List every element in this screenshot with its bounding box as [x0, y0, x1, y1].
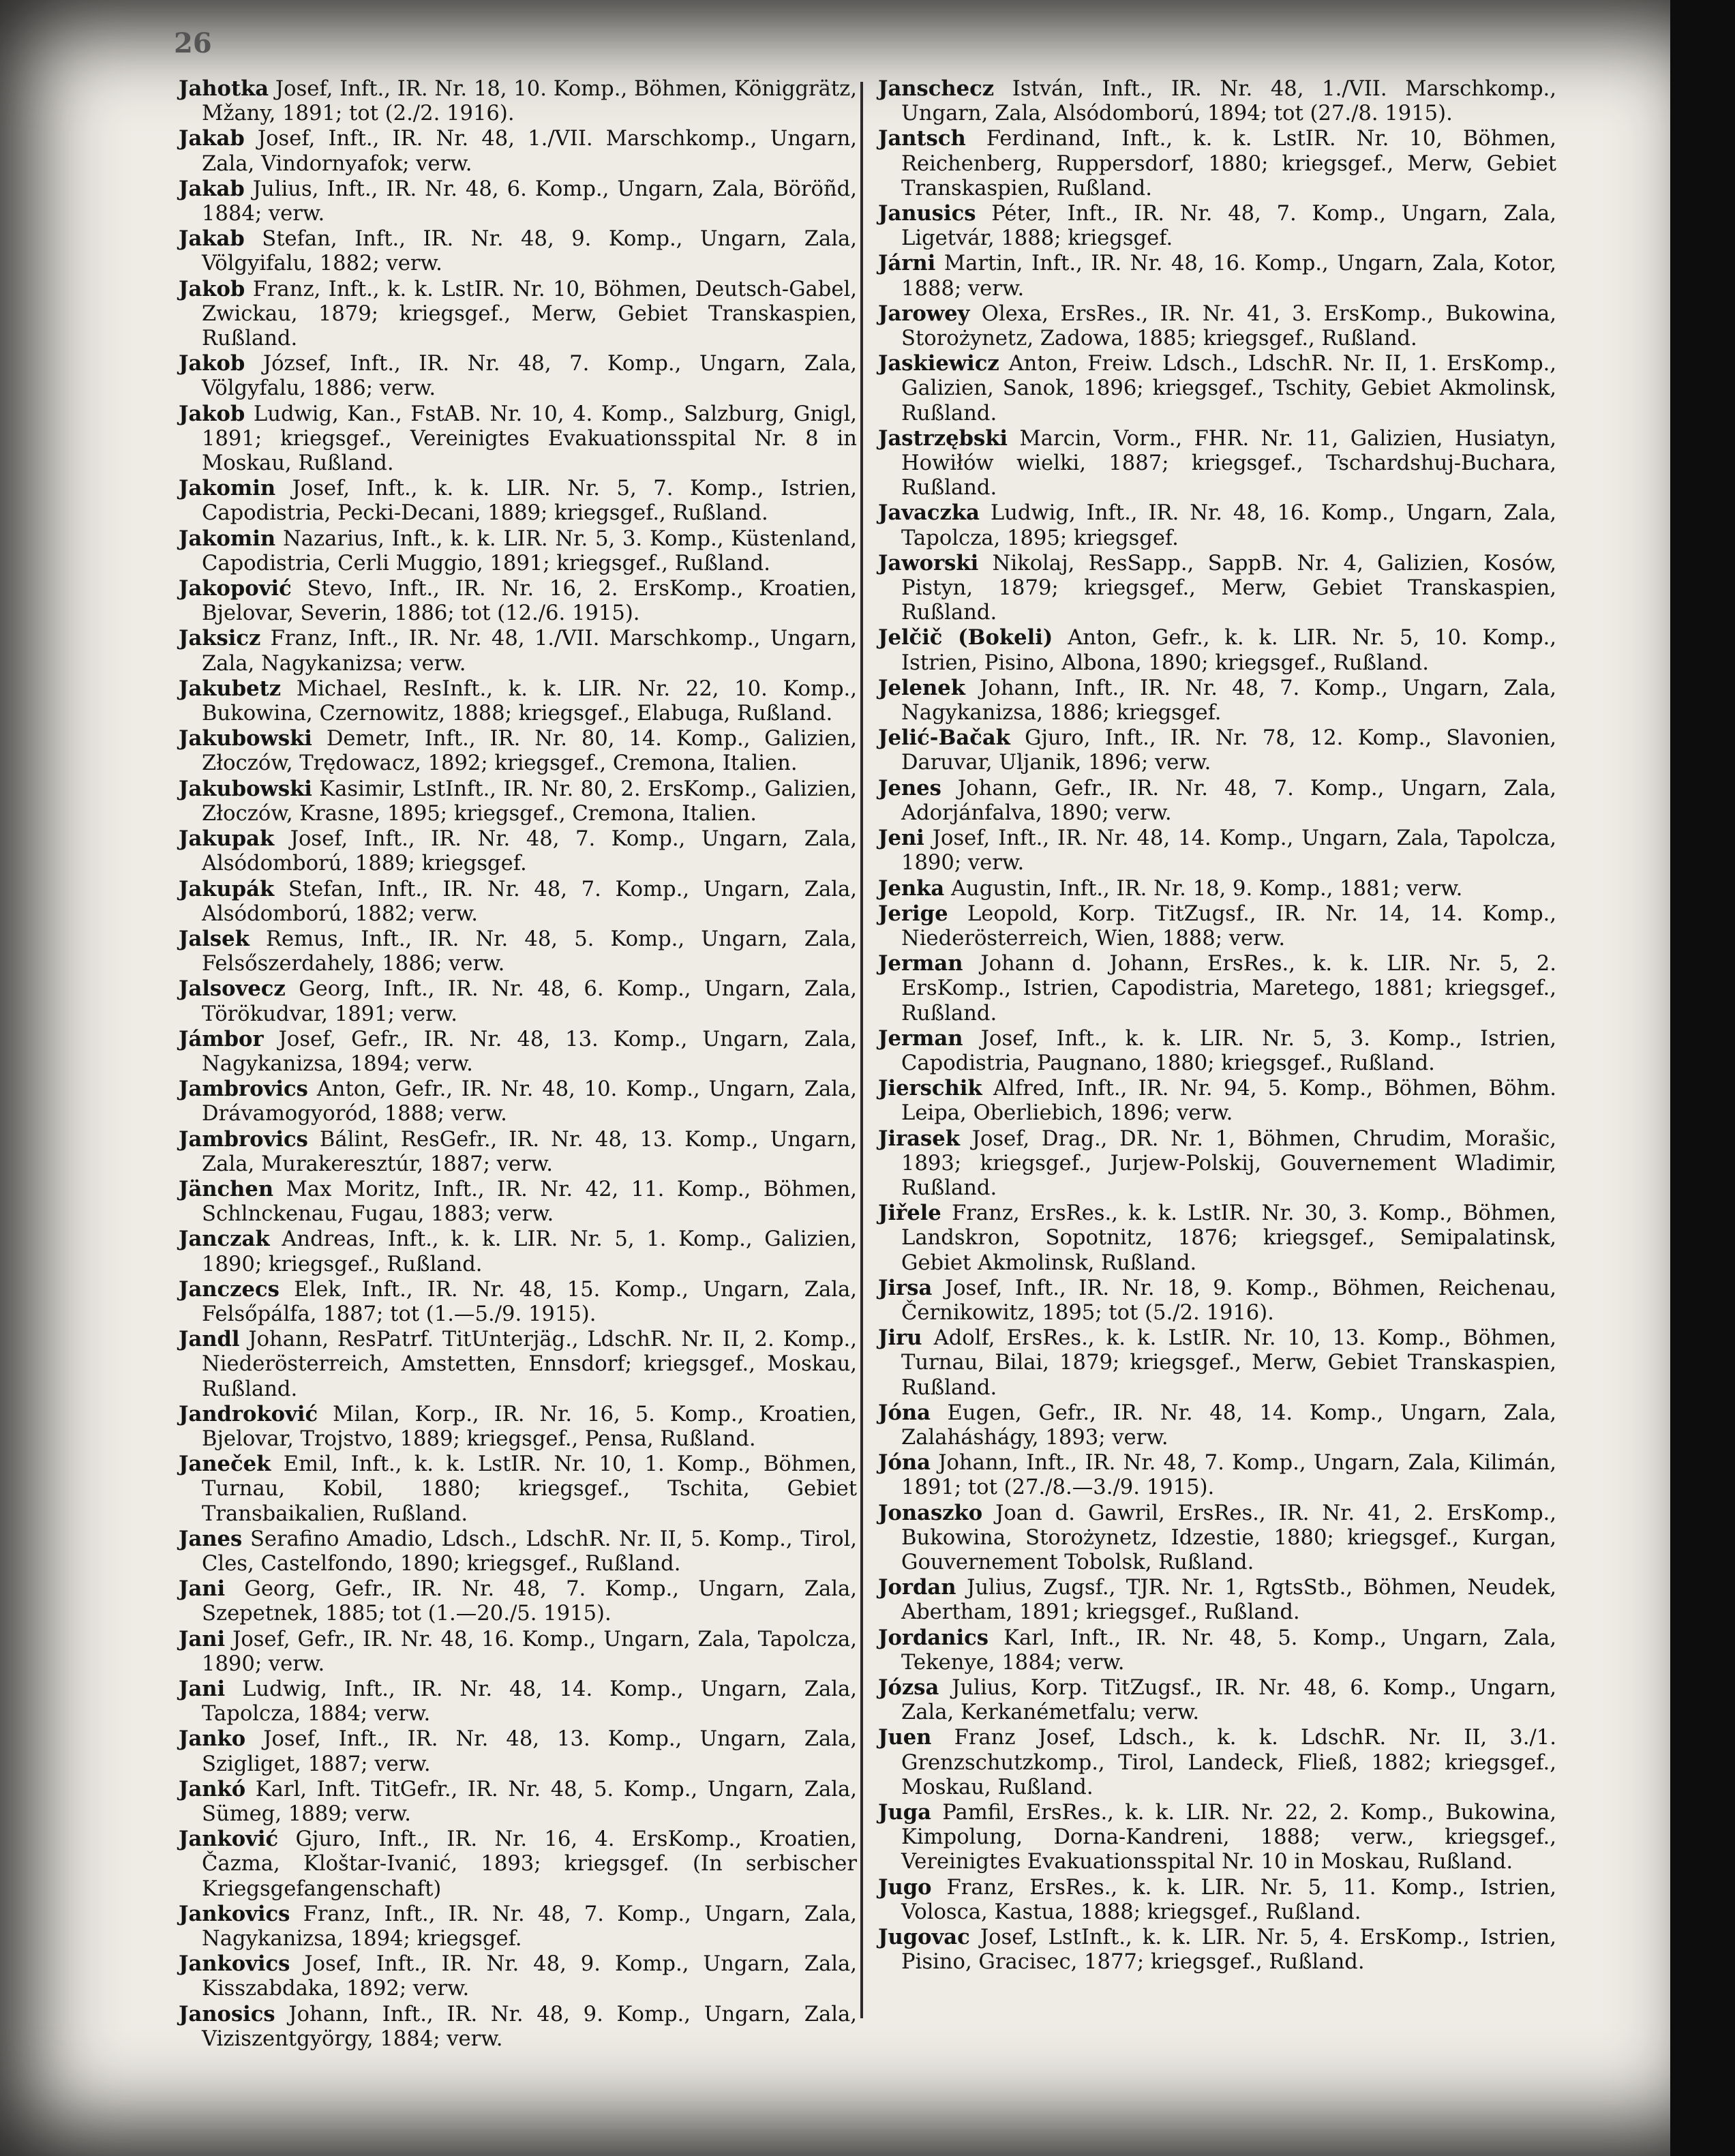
entry-details: Josef, Inft., IR. Nr. 48, 1./VII. Marschkomp., Ungarn, Zala, Vindornyafok; verw.	[202, 127, 858, 176]
entry-surname: Janczak	[179, 1227, 270, 1252]
entry-details: Johann, Inft., IR. Nr. 48, 7. Komp., Ungarn, Zala, Nagykanizsa, 1886; kriegsgef.	[901, 676, 1556, 725]
entry-surname: Juen	[878, 1725, 932, 1750]
entry-surname: Jugovac	[878, 1925, 970, 1950]
entry-details: Pamfil, ErsRes., k. k. LIR. Nr. 22, 2. Komp., Bukowina, Kimpolung, Dorna-Kandreni, 1888; verw., kriegsgef., Vereinigtes Evakuationsspital Nr. 10 in Moskau, Rußland.	[901, 1801, 1556, 1874]
list-item	[179, 927, 857, 976]
entry-details: Julius, Inft., IR. Nr. 48, 6. Komp., Ungarn, Zala, Böröñd, 1884; verw.	[202, 177, 857, 226]
entry-surname: Janschecz	[878, 76, 995, 101]
entry-details: Josef, Inft., k. k. LIR. Nr. 5, 3. Komp., Istrien, Capodistria, Paugnano, 1880; kriegsgef., Rußland.	[901, 1026, 1557, 1075]
entry-details: Olexa, ErsRes., IR. Nr. 41, 3. ErsKomp., Bukowina, Storożynetz, Zadowa, 1885; kriegsgef., Rußland.	[901, 301, 1556, 351]
entry-details: Alfred, Inft., IR. Nr. 94, 5. Komp., Böhmen, Böhm. Leipa, Oberliebich, 1896; verw.	[901, 1077, 1557, 1126]
entry-surname: Jakob	[179, 351, 245, 376]
entry-details: Joan d. Gawril, ErsRes., IR. Nr. 41, 2. ErsKomp., Bukowina, Storożynetz, Idzestie, 1880; kriegsgef., Kurgan, Gouvernement Tobolsk, Rußland.	[901, 1501, 1556, 1574]
entry-surname: Jakomin	[179, 526, 276, 551]
list-item	[179, 1452, 857, 1527]
list-item	[878, 1575, 1556, 1625]
entry-details: Josef, Inft., k. k. LIR. Nr. 5, 7. Komp., Istrien, Capodistria, Pecki-Decani, 1889; kriegsgef., Rußland.	[202, 477, 857, 526]
entry-details: Anton, Gefr., k. k. LIR. Nr. 5, 10. Komp., Istrien, Pisino, Albona, 1890; kriegsgef., Rußland.	[901, 626, 1556, 675]
entry-details: Josef, Inft., IR. Nr. 18, 9. Komp., Böhmen, Reichenau, Černikowitz, 1895; tot (5./2. 1916).	[901, 1276, 1556, 1325]
list-item	[878, 876, 1556, 901]
list-item	[179, 76, 857, 126]
entry-surname: Jordan	[878, 1575, 956, 1600]
entry-details: Ferdinand, Inft., k. k. LstIR. Nr. 10, Böhmen, Reichenberg, Ruppersdorf, 1880; kriegsgef., Merw, Gebiet Transkaspien, Rußland.	[901, 127, 1556, 200]
entry-surname: Jantsch	[878, 126, 966, 151]
entry-details: Josef, Inft., IR. Nr. 48, 9. Komp., Ungarn, Zala, Kisszabdaka, 1892; verw.	[202, 1952, 858, 2001]
entry-surname: Jerman	[878, 1025, 963, 1051]
entry-surname: Jarowey	[878, 301, 970, 326]
entry-surname: Jankó	[179, 1776, 246, 1801]
list-item	[179, 777, 857, 826]
entry-surname: Jakupák	[179, 876, 275, 901]
entry-details: Augustin, Inft., IR. Nr. 18, 9. Komp., 1881; verw.	[950, 876, 1463, 901]
entry-surname: Jelenek	[878, 675, 965, 700]
list-item	[878, 1201, 1556, 1276]
entry-details: Adolf, ErsRes., k. k. LstIR. Nr. 10, 13. Komp., Böhmen, Turnau, Bilai, 1879; kriegsgef., Merw, Gebiet Transkaspien, Rußland.	[901, 1326, 1556, 1400]
entry-details: Georg, Gefr., IR. Nr. 48, 7. Komp., Ungarn, Zala, Szepetnek, 1885; tot (1.—20./5. 1915).	[202, 1577, 857, 1626]
list-item	[878, 76, 1556, 126]
entry-surname: Janosics	[179, 2001, 275, 2026]
entry-details: Josef, Inft., IR. Nr. 48, 7. Komp., Ungarn, Zala, Alsódomború, 1889; kriegsgef.	[202, 827, 857, 876]
entry-details: Julius, Zugsf., TJR. Nr. 1, RgtsStb., Böhmen, Neudek, Abertham, 1891; kriegsgef., Rußland.	[901, 1576, 1556, 1625]
list-item	[878, 201, 1556, 251]
list-item	[878, 351, 1556, 426]
entry-details: Julius, Korp. TitZugsf., IR. Nr. 48, 6. Komp., Ungarn, Zala, Kerkanémetfalu; verw.	[901, 1676, 1556, 1725]
list-item	[878, 500, 1556, 550]
entry-details: Demetr, Inft., IR. Nr. 80, 14. Komp., Galizien, Złoczów, Trędowacz, 1892; kriegsgef., Cremona, Italien.	[202, 727, 857, 776]
entry-details: Bálint, ResGefr., IR. Nr. 48, 13. Komp., Ungarn, Zala, Murakeresztúr, 1887; verw.	[202, 1127, 857, 1176]
list-item	[179, 126, 857, 176]
right-column	[878, 76, 1556, 1975]
entry-surname: Janković	[179, 1827, 279, 1852]
entry-surname: Jordanics	[878, 1625, 989, 1650]
list-item	[179, 1177, 857, 1227]
entry-surname: Jakab	[179, 226, 245, 252]
entry-surname: Jakab	[179, 126, 245, 151]
list-item	[878, 1675, 1556, 1725]
entry-details: Anton, Gefr., IR. Nr. 48, 10. Komp., Ungarn, Zala, Drávamogyoród, 1888; verw.	[202, 1077, 857, 1126]
entry-surname: Jani	[179, 1677, 226, 1701]
list-item	[179, 1677, 857, 1726]
list-item	[179, 1227, 857, 1276]
entry-surname: Jandl	[179, 1327, 240, 1352]
entry-details: Josef, Inft., IR. Nr. 48, 14. Komp., Ungarn, Zala, Tapolcza, 1890; verw.	[901, 826, 1556, 875]
entry-details: Ludwig, Inft., IR. Nr. 48, 16. Komp., Ungarn, Zala, Tapolcza, 1895; kriegsgef.	[901, 501, 1557, 550]
entry-surname: Jámbor	[179, 1026, 264, 1051]
entry-surname: Jakubowski	[179, 726, 312, 751]
entry-surname: Jakob	[179, 276, 245, 301]
entry-surname: Jiru	[878, 1326, 922, 1351]
list-item	[179, 676, 857, 726]
entry-surname: Jakopović	[179, 576, 292, 601]
entry-surname: Jahotka	[179, 76, 269, 101]
entry-surname: Janko	[179, 1726, 246, 1752]
column-divider	[860, 82, 863, 2018]
entry-surname: Jaksicz	[179, 626, 261, 651]
list-item	[179, 226, 857, 276]
entry-details: Josef, Inft., IR. Nr. 18, 10. Komp., Böhmen, Königgrätz, Mžany, 1891; tot (2./2. 1916).	[202, 77, 857, 126]
entry-details: József, Inft., IR. Nr. 48, 7. Komp., Ungarn, Zala, Völgyfalu, 1886; verw.	[202, 352, 857, 401]
entry-surname: Jakob	[179, 401, 245, 426]
list-item	[878, 826, 1556, 875]
entry-surname: Jambrovics	[179, 1077, 308, 1102]
entry-surname: Jerman	[878, 951, 963, 976]
entry-details: Josef, Drag., DR. Nr. 1, Böhmen, Chrudim, Morašic, 1893; kriegsgef., Jurjew-Polskij, Gouvernement Wladimir, Rußland.	[901, 1126, 1556, 1200]
entry-surname: Jirasek	[878, 1126, 960, 1151]
entry-details: Gjuro, Inft., IR. Nr. 16, 4. ErsKomp., Kroatien, Čazma, Kloštar-Ivanić, 1893; kriegsgef. (In serbischer Kriegsgefangenschaft)	[202, 1827, 857, 1901]
entry-surname: Jalsovecz	[179, 976, 286, 1002]
list-item	[179, 402, 857, 477]
entry-surname: Jalsek	[179, 926, 250, 951]
entry-details: Johann, Gefr., IR. Nr. 48, 7. Komp., Ungarn, Zala, Adorjánfalva, 1890; verw.	[901, 776, 1556, 825]
list-item	[179, 2002, 857, 2052]
entry-surname: Jenes	[878, 775, 941, 800]
list-item	[179, 877, 857, 927]
entry-surname: Jakupak	[179, 826, 275, 852]
list-item	[179, 576, 857, 626]
entry-details: Andreas, Inft., k. k. LIR. Nr. 5, 1. Komp., Galizien, 1890; kriegsgef., Rußland.	[202, 1227, 857, 1276]
entry-surname: Jankovics	[179, 1901, 290, 1926]
list-item	[878, 1076, 1556, 1126]
entry-details: Martin, Inft., IR. Nr. 48, 16. Komp., Ungarn, Zala, Kotor, 1888; verw.	[901, 252, 1556, 301]
entry-details: Josef, Inft., IR. Nr. 48, 13. Komp., Ungarn, Zala, Szigliget, 1887; verw.	[202, 1727, 857, 1776]
entry-details: Franz, Inft., k. k. LstIR. Nr. 10, Böhmen, Deutsch-Gabel, Zwickau, 1879; kriegsgef., Merw, Gebiet Transkaspien, Rußland.	[202, 277, 857, 351]
entry-details: Franz, Inft., IR. Nr. 48, 7. Komp., Ungarn, Zala, Nagykanizsa, 1894; kriegsgef.	[202, 1902, 857, 1951]
list-item	[179, 351, 857, 401]
entry-details: Stefan, Inft., IR. Nr. 48, 9. Komp., Ungarn, Zala, Völgyifalu, 1882; verw.	[202, 227, 858, 276]
entry-surname: Juga	[878, 1800, 931, 1825]
entry-details: Franz Josef, Ldsch., k. k. LdschR. Nr. II, 3./1. Grenzschutzkomp., Tirol, Landeck, Fließ, 1882; kriegsgef., Moskau, Rußland.	[901, 1726, 1556, 1799]
list-item	[179, 1902, 857, 1951]
entry-surname: Jenka	[878, 875, 945, 901]
list-item	[878, 1925, 1556, 1975]
list-item	[878, 676, 1556, 725]
entry-details: Stefan, Inft., IR. Nr. 48, 7. Komp., Ungarn, Zala, Alsódomború, 1882; verw.	[202, 877, 857, 926]
entry-surname: Jakomin	[179, 476, 276, 501]
entry-details: Johann d. Johann, ErsRes., k. k. LIR. Nr. 5, 2. ErsKomp., Istrien, Capodistria, Maretego, 1881; kriegsgef., Rußland.	[901, 952, 1556, 1025]
entry-details: Anton, Freiw. Ldsch., LdschR. Nr. II, 1. ErsKomp., Galizien, Sanok, 1896; kriegsgef., Tschity, Gebiet Akmolinsk, Rußland.	[901, 352, 1556, 425]
entry-surname: Jóna	[878, 1400, 931, 1425]
entry-details: Remus, Inft., IR. Nr. 48, 5. Komp., Ungarn, Zala, Felsőszerdahely, 1886; verw.	[202, 927, 857, 976]
list-item	[878, 1626, 1556, 1675]
entry-details: Josef, Gefr., IR. Nr. 48, 16. Komp., Ungarn, Zala, Tapolcza, 1890; verw.	[202, 1627, 857, 1676]
entry-surname: Jirsa	[878, 1275, 933, 1300]
entry-surname: Jelčič (Bokeli)	[878, 625, 1053, 650]
list-item	[878, 426, 1556, 501]
list-item	[179, 476, 857, 526]
entry-surname: Javaczka	[878, 500, 980, 526]
list-item	[179, 1827, 857, 1902]
entry-details: Josef, Gefr., IR. Nr. 48, 13. Komp., Ungarn, Zala, Nagykanizsa, 1894; verw.	[202, 1027, 857, 1076]
entry-details: Nikolaj, ResSapp., SappB. Nr. 4, Galizien, Kosów, Pistyn, 1879; kriegsgef., Merw, Gebiet Transkaspien, Rußland.	[901, 551, 1557, 625]
entry-surname: Jakubetz	[179, 676, 282, 701]
entry-surname: Janusics	[878, 201, 976, 226]
list-item	[179, 826, 857, 876]
list-item	[878, 1026, 1556, 1076]
list-item	[878, 1450, 1556, 1500]
entry-surname: Janczecs	[179, 1276, 280, 1302]
entry-details: Leopold, Korp. TitZugsf., IR. Nr. 14, 14. Komp., Niederösterreich, Wien, 1888; verw.	[901, 901, 1556, 950]
list-item	[179, 1402, 857, 1452]
entry-surname: Jandroković	[179, 1401, 318, 1426]
entry-surname: Jastrzębski	[878, 425, 1008, 451]
entry-details: Franz, Inft., IR. Nr. 48, 1./VII. Marschkomp., Ungarn, Zala, Nagykanizsa; verw.	[202, 627, 857, 676]
entry-surname: Jerige	[878, 901, 948, 926]
list-item	[179, 526, 857, 576]
list-item	[878, 725, 1556, 775]
entry-details: Max Moritz, Inft., IR. Nr. 42, 11. Komp., Böhmen, Schlnckenau, Fugau, 1883; verw.	[202, 1177, 857, 1227]
entry-details: Franz, ErsRes., k. k. LIR. Nr. 5, 11. Komp., Istrien, Volosca, Kastua, 1888; kriegsgef., Rußland.	[901, 1875, 1556, 1924]
entry-details: István, Inft., IR. Nr. 48, 1./VII. Marschkomp., Ungarn, Zala, Alsódomború, 1894; tot (27./8. 1915).	[901, 77, 1556, 126]
entry-details: Johann, ResPatrf. TitUnterjäg., LdschR. Nr. II, 2. Komp., Niederösterreich, Amstetten, Ennsdorf; kriegsgef., Moskau, Rußland.	[202, 1328, 857, 1401]
list-item	[179, 1027, 857, 1077]
entry-details: Elek, Inft., IR. Nr. 48, 15. Komp., Ungarn, Zala, Felsőpálfa, 1887; tot (1.—5./9. 1915).	[202, 1277, 857, 1326]
list-item	[878, 1725, 1556, 1800]
list-item	[878, 776, 1556, 826]
list-item	[179, 1077, 857, 1126]
entry-surname: Józsa	[878, 1675, 939, 1700]
list-item	[179, 1277, 857, 1327]
entry-details: Marcin, Vorm., FHR. Nr. 11, Galizien, Husiatyn, Howiłów wielki, 1887; kriegsgef., Tschardshuj-Buchara, Rußland.	[901, 426, 1556, 500]
entry-details: Serafino Amadio, Ldsch., LdschR. Nr. II, 5. Komp., Tirol, Cles, Castelfondo, 1890; kriegsgef., Rußland.	[202, 1527, 857, 1576]
list-item	[878, 901, 1556, 951]
entry-details: Johann, Inft., IR. Nr. 48, 7. Komp., Ungarn, Zala, Kilimán, 1891; tot (27./8.—3./9. 1915).	[901, 1451, 1556, 1500]
entry-surname: Jugo	[878, 1874, 932, 1900]
entry-details: Gjuro, Inft., IR. Nr. 78, 12. Komp., Slavonien, Daruvar, Uljanik, 1896; verw.	[901, 726, 1556, 775]
entry-details: Ludwig, Inft., IR. Nr. 48, 14. Komp., Ungarn, Zala, Tapolcza, 1884; verw.	[202, 1677, 857, 1726]
entry-surname: Jakab	[179, 176, 245, 201]
entry-details: Kasimir, LstInft., IR. Nr. 80, 2. ErsKomp., Galizien, Złoczów, Krasne, 1895; kriegsgef., Cremona, Italien.	[202, 777, 858, 826]
list-item	[878, 1800, 1556, 1875]
entry-details: Milan, Korp., IR. Nr. 16, 5. Komp., Kroatien, Bjelovar, Trojstvo, 1889; kriegsgef., Pensa, Rußland.	[202, 1402, 857, 1451]
list-item	[878, 301, 1556, 351]
entry-details: Nazarius, Inft., k. k. LIR. Nr. 5, 3. Komp., Küstenland, Capodistria, Cerli Muggio, 1891; kriegsgef., Rußland.	[202, 526, 857, 575]
entry-details: Johann, Inft., IR. Nr. 48, 9. Komp., Ungarn, Zala, Viziszentgyörgy, 1884; verw.	[202, 2002, 857, 2051]
list-item	[878, 1501, 1556, 1576]
entry-surname: Janes	[179, 1526, 243, 1551]
page-edge-shadow	[1670, 0, 1735, 2156]
list-item	[878, 251, 1556, 301]
entry-surname: Jambrovics	[179, 1126, 308, 1152]
entry-surname: Járni	[878, 251, 936, 276]
list-item	[878, 1875, 1556, 1925]
entry-surname: Jelić-Bačak	[878, 725, 1010, 751]
list-item	[179, 277, 857, 352]
list-item	[179, 1127, 857, 1177]
list-item	[179, 1726, 857, 1776]
entry-details: Emil, Inft., k. k. LstIR. Nr. 10, 1. Komp., Böhmen, Turnau, Kobil, 1880; kriegsgef., Tschita, Gebiet Transbaikalien, Rußland.	[202, 1452, 857, 1526]
list-item	[179, 1327, 857, 1402]
entry-details: Michael, ResInft., k. k. LIR. Nr. 22, 10. Komp., Bukowina, Czernowitz, 1888; kriegsgef., Elabuga, Rußland.	[202, 676, 857, 726]
entry-details: Karl, Inft., IR. Nr. 48, 5. Komp., Ungarn, Zala, Tekenye, 1884; verw.	[901, 1626, 1556, 1675]
entry-surname: Jóna	[878, 1450, 931, 1476]
list-item	[878, 625, 1556, 675]
list-item	[878, 1401, 1556, 1450]
page-number: 26	[174, 27, 212, 59]
list-item	[179, 1627, 857, 1677]
entry-surname: Jaskiewicz	[878, 351, 999, 376]
entry-details: Karl, Inft. TitGefr., IR. Nr. 48, 5. Komp., Ungarn, Zala, Sümeg, 1889; verw.	[202, 1777, 857, 1827]
entry-surname: Jankovics	[179, 1951, 290, 1977]
list-item	[878, 1326, 1556, 1401]
list-item	[878, 951, 1556, 1026]
list-item	[878, 1126, 1556, 1201]
entry-details: Péter, Inft., IR. Nr. 48, 7. Komp., Ungarn, Zala, Ligetvár, 1888; kriegsgef.	[901, 202, 1556, 251]
list-item	[179, 177, 857, 226]
entry-surname: Jiřele	[878, 1201, 941, 1226]
list-item	[179, 1777, 857, 1827]
list-item	[878, 126, 1556, 201]
entry-details: Eugen, Gefr., IR. Nr. 48, 14. Komp., Ungarn, Zala, Zalaháshágy, 1893; verw.	[901, 1401, 1556, 1450]
list-item	[878, 551, 1556, 626]
entry-details: Franz, ErsRes., k. k. LstIR. Nr. 30, 3. Komp., Böhmen, Landskron, Sopotnitz, 1876; kriegsgef., Semipalatinsk, Gebiet Akmolinsk, Rußland.	[901, 1201, 1556, 1275]
entry-surname: Jani	[179, 1626, 226, 1651]
list-item	[179, 726, 857, 776]
entry-details: Josef, LstInft., k. k. LIR. Nr. 5, 4. ErsKomp., Istrien, Pisino, Gracisec, 1877; kriegsgef., Rußland.	[901, 1926, 1556, 1975]
list-item	[179, 1576, 857, 1626]
entry-details: Stevo, Inft., IR. Nr. 16, 2. ErsKomp., Kroatien, Bjelovar, Severin, 1886; tot (12./6. 1915).	[202, 577, 857, 626]
entry-surname: Jänchen	[179, 1176, 274, 1201]
list-item	[179, 976, 857, 1026]
entry-details: Georg, Inft., IR. Nr. 48, 6. Komp., Ungarn, Zala, Törökudvar, 1891; verw.	[202, 977, 857, 1026]
entry-surname: Janeček	[179, 1452, 271, 1477]
list-item	[179, 1951, 857, 2001]
left-column	[179, 76, 857, 2052]
list-item	[878, 1276, 1556, 1326]
list-item	[179, 626, 857, 676]
entry-surname: Jakubowski	[179, 776, 312, 801]
entry-surname: Jeni	[878, 826, 924, 851]
entry-surname: Jierschik	[878, 1076, 982, 1101]
entry-details: Ludwig, Kan., FstAB. Nr. 10, 4. Komp., Salzburg, Gnigl, 1891; kriegsgef., Vereinigtes Evakuationsspital Nr. 8 in Moskau, Rußland.	[202, 402, 857, 476]
entry-surname: Jani	[179, 1576, 226, 1602]
list-item	[179, 1527, 857, 1576]
entry-surname: Jaworski	[878, 550, 979, 575]
entry-surname: Jonaszko	[878, 1500, 983, 1525]
